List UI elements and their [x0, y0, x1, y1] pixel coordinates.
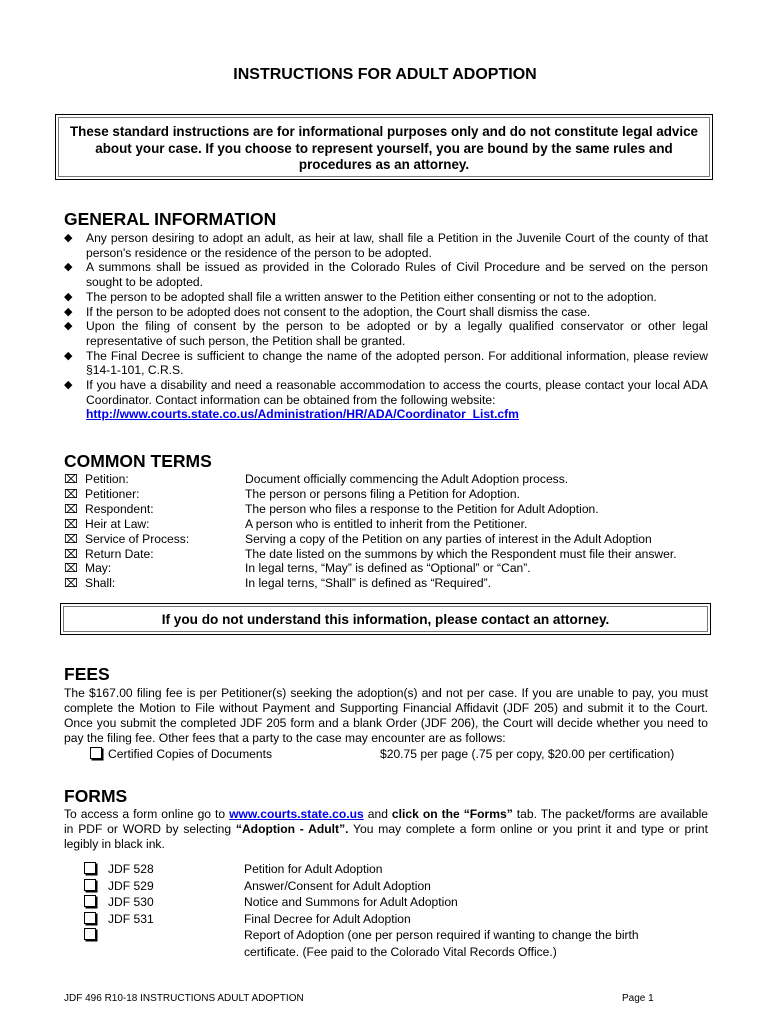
- form-code: [108, 927, 244, 960]
- form-code: JDF 530: [108, 895, 154, 910]
- checkbox-icon[interactable]: [84, 927, 108, 960]
- diamond-bullet-icon: ◆: [64, 232, 73, 244]
- diamond-bullet-icon: ◆: [64, 305, 73, 318]
- form-description: Final Decree for Adult Adoption: [244, 911, 411, 926]
- form-description: Report of Adoption (one per person required if wanting to change the birth certificate. (Fee paid to the Colorado Vital Records Office.): [244, 928, 639, 959]
- diamond-bullet-icon: ◆: [64, 379, 73, 392]
- term-name: Petitioner:: [85, 486, 140, 501]
- footer-page-number: Page 1: [622, 993, 654, 1004]
- term-row: [64, 547, 714, 562]
- checked-box-icon: ⌧: [64, 516, 78, 531]
- fee-price: $20.75 per page (.75 per copy, $20.00 per certification): [380, 747, 675, 761]
- list-item: ◆ If the person to be adopted does not consent to the adoption, the Court shall dismiss the case.: [64, 304, 591, 319]
- term-row: [64, 561, 714, 576]
- term-row: [64, 517, 714, 532]
- fees-heading: FEES: [64, 664, 110, 684]
- checked-box-icon: ⌧: [64, 546, 78, 561]
- forms-heading: FORMS: [64, 786, 128, 806]
- general-information-list: [64, 231, 708, 422]
- checked-box-icon: ⌧: [64, 486, 78, 501]
- common-terms-list: [64, 472, 714, 591]
- term-row: [64, 576, 714, 591]
- disclaimer-box: [55, 114, 713, 180]
- term-name: Return Date:: [85, 546, 154, 561]
- checkbox-icon[interactable]: [84, 878, 108, 895]
- page-title: INSTRUCTIONS FOR ADULT ADOPTION: [233, 66, 537, 83]
- disclaimer-text: These standard instructions are for informational purposes only and do not constitute legal advice about your case. If you choose to represent yourself, you are bound by the same rules and procedures as an attorney.: [70, 124, 698, 173]
- checked-box-icon: ⌧: [64, 472, 78, 486]
- term-definition: In legal terns, “May” is defined as “Optional” or “Can”.: [245, 561, 531, 576]
- checkbox-icon[interactable]: [84, 911, 108, 928]
- term-name: Petition:: [85, 472, 129, 486]
- term-definition: Document officially commencing the Adult Adoption process.: [245, 472, 569, 486]
- list-item: ◆ Any person desiring to adopt an adult, as heir at law, shall file a Petition in the Juvenile Court of the county of that person's residence or the residence of the person to be adopted.: [64, 231, 708, 260]
- term-row: [64, 532, 714, 547]
- form-description: Notice and Summons for Adult Adoption: [244, 895, 458, 910]
- form-code: JDF 531: [108, 911, 154, 926]
- form-code: JDF 529: [108, 878, 154, 893]
- term-name: Respondent:: [85, 501, 154, 516]
- common-terms-heading: COMMON TERMS: [64, 451, 212, 471]
- form-row: [84, 894, 684, 911]
- checkbox-icon[interactable]: [84, 894, 108, 911]
- footer-form-id: JDF 496 R10-18 INSTRUCTIONS ADULT ADOPTION: [64, 993, 304, 1004]
- term-definition: Serving a copy of the Petition on any parties of interest in the Adult Adoption: [245, 531, 652, 546]
- term-name: May:: [85, 561, 112, 576]
- diamond-bullet-icon: ◆: [64, 261, 73, 274]
- forms-text: To access a form online go to www.courts.state.co.us and click on the “Forms” tab. The packet/forms are available in PDF or WORD by selecting “Adoption - Adult”. You may complete a form online or you print it and type or print legibly in black ink.: [64, 807, 709, 851]
- form-row: [84, 861, 684, 878]
- form-description: Answer/Consent for Adult Adoption: [244, 878, 431, 893]
- term-row: [64, 472, 714, 487]
- attorney-notice-box: If you do not understand this information, please contact an attorney.: [60, 603, 711, 635]
- fees-text: The $167.00 filing fee is per Petitioner(s) seeking the adoption(s) and not per case. If you are unable to pay, you must complete the Motion to File without Payment and Supporting Financial Affidavit (JDF 205) and submit it to the Court. Once you submit the completed JDF 205 form and a blank Order (JDF 206), the Court will decide whether you need to pay the filing fee. Other fees that a party to the case may encounter are as follows:: [64, 686, 708, 745]
- list-item: ◆ The Final Decree is sufficient to change the name of the adopted person. For additional information, please review §14-1-101, C.R.S.: [64, 348, 708, 378]
- form-row: [84, 927, 684, 960]
- list-item: ◆ Upon the filing of consent by the person to be adopted or by a legally qualified conservator or other legal representative of such person, the Petition shall be granted.: [64, 319, 708, 348]
- form-row: [84, 878, 684, 895]
- general-information-heading: GENERAL INFORMATION: [64, 209, 277, 229]
- checked-box-icon: ⌧: [64, 576, 78, 591]
- term-definition: The person or persons filing a Petition for Adoption.: [245, 486, 520, 501]
- term-definition: The date listed on the summons by which the Respondent must file their answer.: [245, 546, 677, 561]
- checked-box-icon: ⌧: [64, 501, 78, 516]
- term-row: [64, 502, 714, 517]
- list-item: ◆ If you have a disability and need a reasonable accommodation to access the courts, please contact your local ADA Coordinator. Contact information can be obtained from the following website: http://www.courts.state.co.us/Administration/HR/ADA/Coordinator_List.cfm: [64, 378, 708, 422]
- form-row: [84, 911, 684, 928]
- fee-name: Certified Copies of Documents: [108, 747, 273, 761]
- term-definition: The person who files a response to the Petition for Adult Adoption.: [245, 501, 599, 516]
- diamond-bullet-icon: ◆: [64, 320, 73, 333]
- term-row: [64, 487, 714, 502]
- term-name: Service of Process:: [85, 531, 190, 546]
- checked-box-icon: ⌧: [64, 561, 78, 576]
- diamond-bullet-icon: ◆: [64, 290, 73, 303]
- form-code: JDF 528: [108, 862, 154, 876]
- fee-item: [90, 747, 710, 761]
- term-name: Heir at Law:: [85, 516, 150, 531]
- checkbox-icon[interactable]: [90, 747, 108, 761]
- ada-coordinator-link[interactable]: http://www.courts.state.co.us/Administration/HR/ADA/Coordinator_List.cfm: [86, 407, 519, 422]
- term-name: Shall:: [85, 576, 116, 591]
- term-definition: A person who is entitled to inherit from the Petitioner.: [245, 516, 528, 531]
- list-item: ◆ A summons shall be issued as provided in the Colorado Rules of Civil Procedure and be served on the person sought to be adopted.: [64, 260, 708, 290]
- checkbox-icon[interactable]: [84, 861, 108, 878]
- term-definition: In legal terns, “Shall” is defined as “Required”.: [245, 576, 492, 591]
- courts-website-link[interactable]: www.courts.state.co.us: [229, 807, 364, 821]
- list-item: ◆ The person to be adopted shall file a written answer to the Petition either consenting or not to the adoption.: [64, 289, 657, 304]
- forms-list: [84, 861, 684, 961]
- form-description: Petition for Adult Adoption: [244, 862, 383, 876]
- checked-box-icon: ⌧: [64, 531, 78, 546]
- diamond-bullet-icon: ◆: [64, 349, 73, 362]
